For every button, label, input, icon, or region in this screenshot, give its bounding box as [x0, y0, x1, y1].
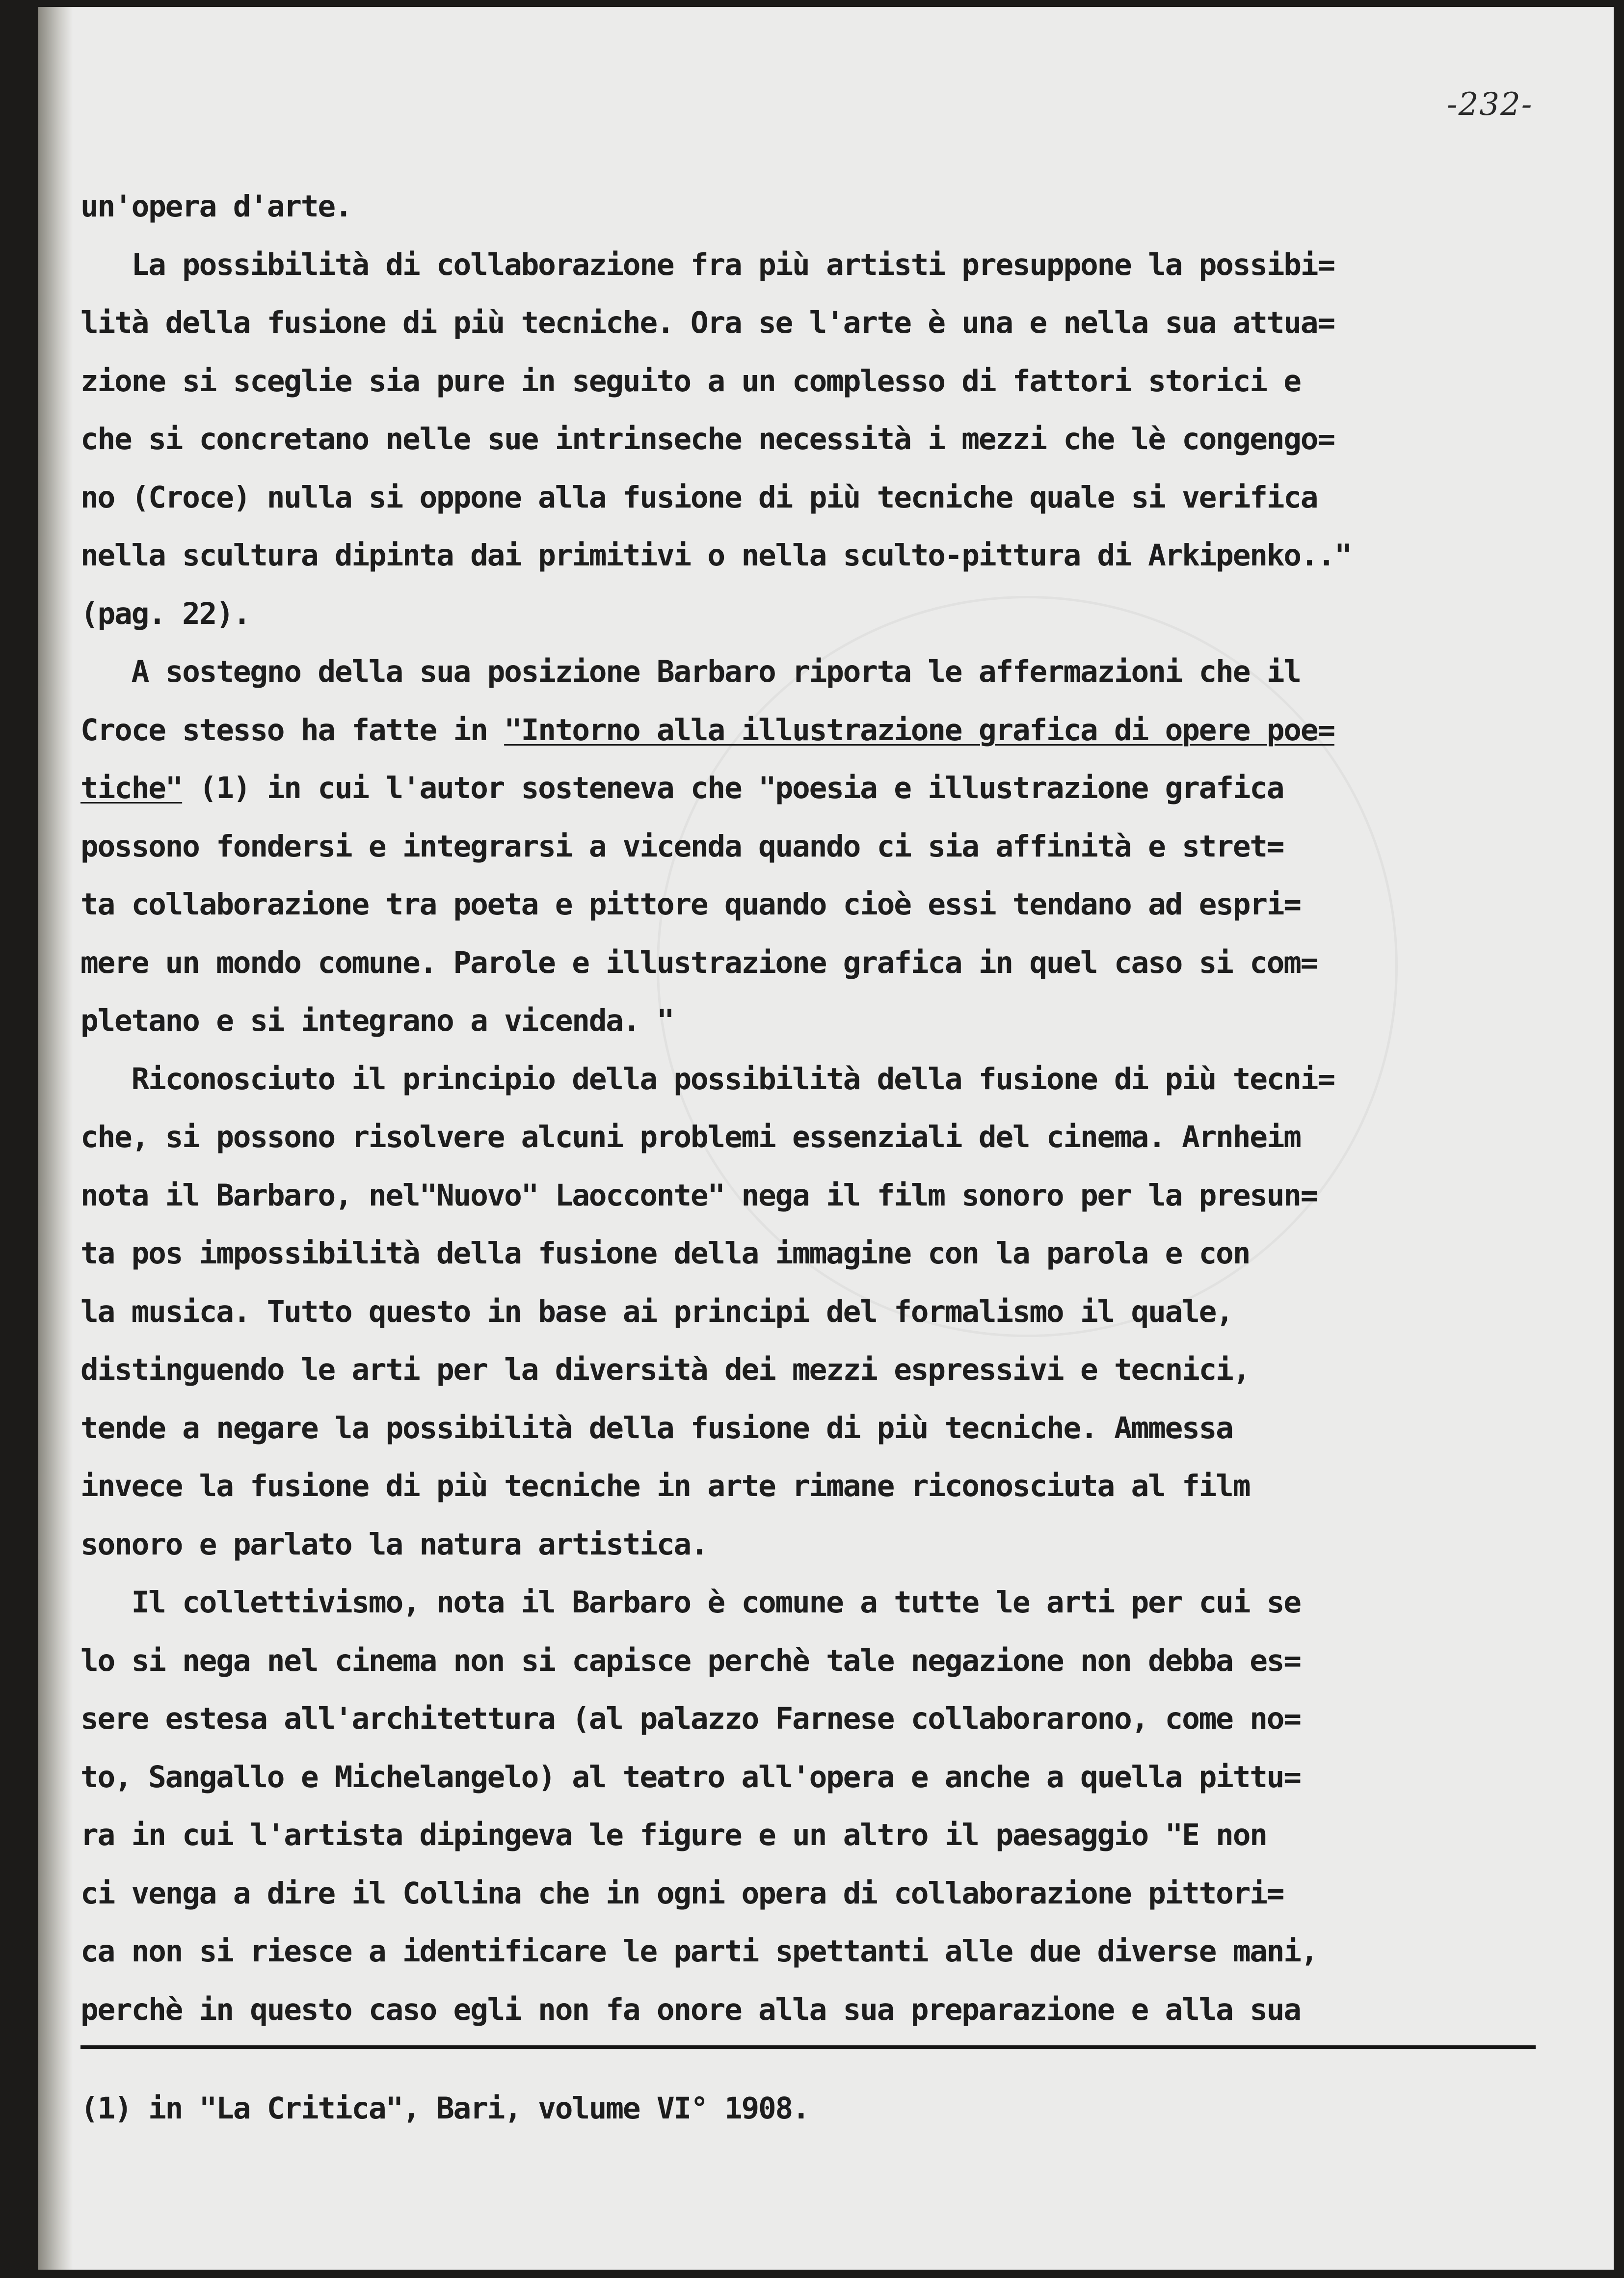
binding-shadow: [38, 7, 73, 2270]
text-segment: (1) in cui l'autor sosteneva che "poesia e illustrazione grafica: [182, 771, 1284, 805]
text-line: la musica. Tutto questo in base ai principi del formalismo il quale,: [80, 1294, 1233, 1329]
text-line: nota il Barbaro, nel"Nuovo" Laocconte" nega il film sonoro per la presun=: [80, 1178, 1318, 1213]
text-line: ci venga a dire il Collina che in ogni opera di collaborazione pittori=: [80, 1876, 1284, 1911]
text-line: Il collettivismo, nota il Barbaro è comune a tutte le arti per cui se: [80, 1585, 1301, 1620]
text-line: (pag. 22).: [80, 596, 250, 631]
page-number: -232-: [1447, 86, 1533, 123]
text-segment: Croce stesso ha fatte in: [80, 712, 505, 748]
text-line: zione si sceglie sia pure in seguito a un complesso di fattori storici e: [80, 363, 1301, 399]
text-line: ca non si riesce a identificare le parti spettanti alle due diverse mani,: [80, 1934, 1318, 1969]
text-line: mere un mondo comune. Parole e illustrazione grafica in quel caso si com=: [80, 945, 1318, 980]
text-line: tende a negare la possibilità della fusione di più tecniche. Ammessa: [80, 1410, 1233, 1446]
text-line: perchè in questo caso egli non fa onore alla sua preparazione e alla sua: [80, 1992, 1301, 2027]
underlined-title: "Intorno alla illustrazione grafica di opere poe=: [504, 712, 1334, 748]
text-line: un'opera d'arte.: [80, 189, 352, 224]
footnote: (1) in "La Critica", Bari, volume VI° 1908.: [80, 2091, 809, 2126]
text-line-with-title: [80, 759, 1572, 818]
text-line: distinguendo le arti per la diversità dei mezzi espressivi e tecnici,: [80, 1352, 1250, 1387]
document-page: [38, 7, 1614, 2270]
text-line: sere estesa all'architettura (al palazzo Farnese collaborarono, come no=: [80, 1701, 1301, 1736]
text-line: La possibilità di collaborazione fra più artisti presuppone la possibi=: [80, 247, 1334, 282]
text-line: ra in cui l'artista dipingeva le figure e un altro il paesaggio "E non: [80, 1818, 1267, 1852]
text-line: lo si nega nel cinema non si capisce perchè tale negazione non debba es=: [80, 1643, 1301, 1678]
text-line: pletano e si integrano a vicenda. ": [80, 1003, 674, 1038]
text-line: ta pos impossibilità della fusione della immagine con la parola e con: [80, 1236, 1250, 1271]
text-line: che si concretano nelle sue intrinseche necessità i mezzi che lè congengo=: [80, 422, 1334, 456]
text-line: lità della fusione di più tecniche. Ora se l'arte è una e nella sua attua=: [80, 305, 1334, 340]
text-line: no (Croce) nulla si oppone alla fusione di più tecniche quale si verifica: [80, 480, 1318, 515]
text-line: nella scultura dipinta dai primitivi o nella sculto-pittura di Arkipenko..": [80, 538, 1352, 573]
text-line: sonoro e parlato la natura artistica.: [80, 1527, 708, 1562]
text-line: possono fondersi e integrarsi a vicenda quando ci sia affinità e stret=: [80, 829, 1284, 864]
text-line: che, si possono risolvere alcuni problemi essenziali del cinema. Arnheim: [80, 1120, 1301, 1154]
text-line: A sostegno della sua posizione Barbaro riporta le affermazioni che il: [80, 654, 1301, 689]
text-line: ta collaborazione tra poeta e pittore quando cioè essi tendano ad espri=: [80, 887, 1301, 922]
text-line: to, Sangallo e Michelangelo) al teatro all'opera e anche a quella pittu=: [80, 1759, 1301, 1795]
text-line: Riconosciuto il principio della possibilità della fusione di più tecni=: [80, 1061, 1334, 1097]
body-text: [80, 178, 1572, 2039]
text-line-with-title: [80, 701, 1572, 760]
underlined-title-continued: tiche": [80, 771, 183, 805]
text-line: invece la fusione di più tecniche in arte rimane riconosciuta al film: [80, 1469, 1250, 1503]
footnote-divider: [80, 2045, 1536, 2049]
